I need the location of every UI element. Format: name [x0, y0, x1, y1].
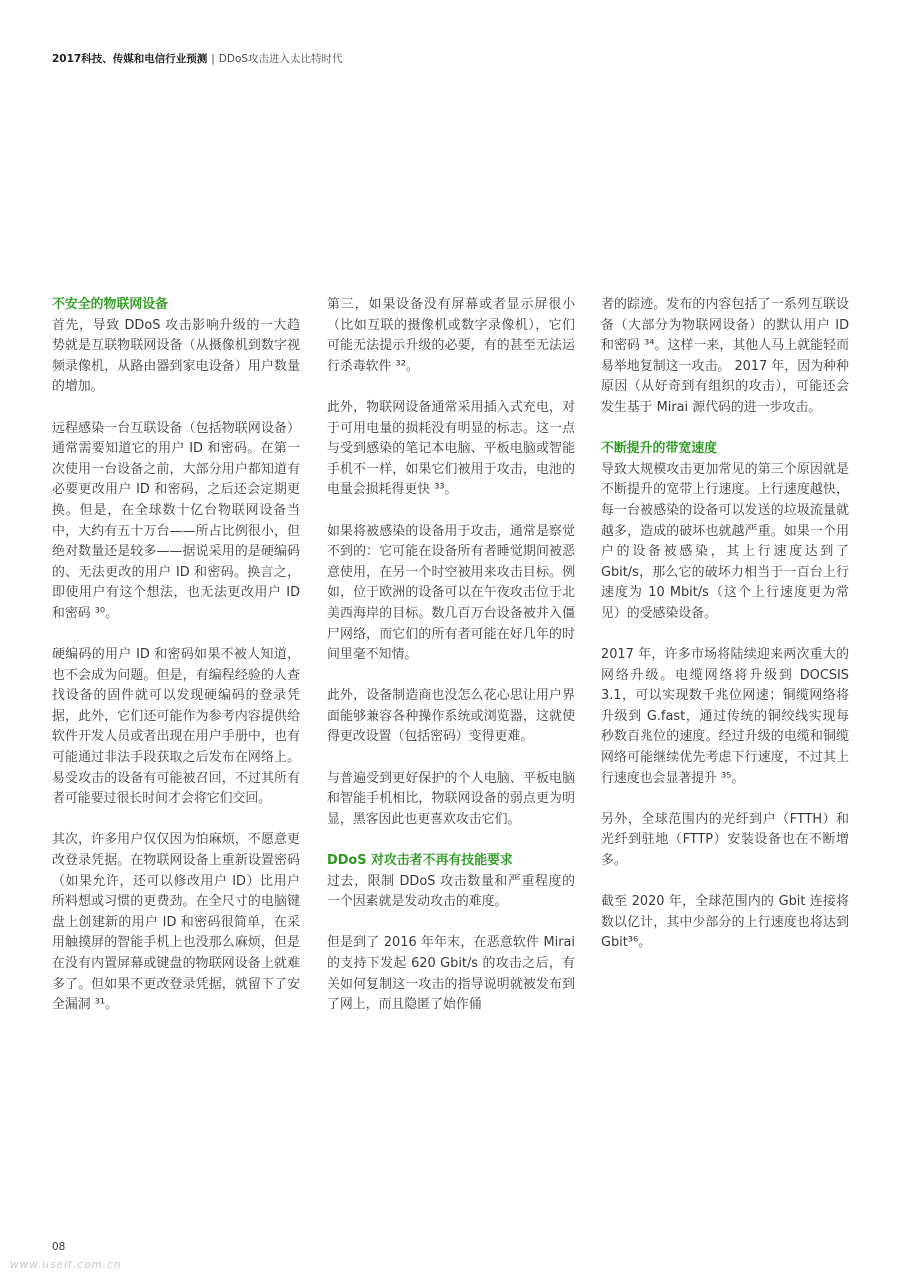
paragraph: 者的踪迹。发布的内容包括了一系列互联设备（大部分为物联网设备）的默认用户 ID 和密码 ³⁴。这样一来，其他人马上就能轻而易举地复制这一攻击。 2017 年，因为种种原因（从好奇到有组织的攻击），可能还会发生基于 Mirai 源代码的进一步攻击。 — [601, 297, 849, 415]
paragraph: 硬编码的用户 ID 和密码如果不被人知道，也不会成为问题。但是，有编程经验的人查找设备的固件就可以发现硬编码的登录凭据，此外，它们还可能作为参考内容提供给软件开发人员或者出现在用户手册中，也有可能通过非法手段获取之后发布在网络上。易受攻击的设备有可能被召回，不过其所有者可能要过很长时间才会将它们交回。 — [52, 647, 300, 807]
header-separator: | — [211, 53, 215, 65]
text-column-3 — [601, 295, 849, 975]
watermark: www.useit.com.cn — [10, 1259, 122, 1271]
section-heading: DDoS 对攻击者不再有技能要求 — [327, 853, 513, 869]
page-number: 08 — [52, 1241, 66, 1253]
paragraph: 其次，许多用户仅仅因为怕麻烦，不愿意更改登录凭据。在物联网设备上重新设置密码（如果允许，还可以修改用户 ID）比用户所料想或习惯的更费劲。在全尺寸的电脑键盘上创建新的用户 ID 和密码很简单，在采用触摸屏的智能手机上也没那么麻烦，但是在没有内置屏幕或键盘的物联网设备上就难多了。但如果不更改登录凭据，就留下了安全漏洞 ³¹。 — [52, 832, 300, 1013]
running-header — [52, 51, 343, 66]
paragraph: 此外，物联网设备通常采用插入式充电，对于可用电量的损耗没有明显的标志。这一点与受到感染的笔记本电脑、平板电脑或智能手机不一样，如果它们被用于攻击，电池的电量会损耗得更快 ³³。 — [327, 399, 575, 498]
paragraph: 导致大规模攻击更加常见的第三个原因就是不断提升的宽带上行速度。上行速度越快，每一台被感染的设备可以发送的垃圾流量就越多，造成的破坏也就越严重。如果一个用户的设备被感染，其上行速度达到了 Gbit/s，那么它的破坏力相当于一百台上行速度为 10 Mbit/s（这个上行速度更为常见）的受感染设备。 — [601, 461, 849, 621]
paragraph: 此外，设备制造商也没怎么花心思让用户界面能够兼容各种操作系统或浏览器，这就使得更改设置（包括密码）变得更难。 — [327, 688, 575, 745]
section-heading: 不安全的物联网设备 — [52, 297, 169, 312]
paragraph: 截至 2020 年，全球范围内的 Gbit 连接将数以亿计，其中少部分的上行速度也将达到 Gbit³⁶。 — [601, 894, 849, 951]
text-column-1 — [52, 295, 300, 1036]
section-heading: 不断提升的带宽速度 — [601, 441, 718, 457]
paragraph: 2017 年，许多市场将陆续迎来两次重大的网络升级。电缆网络将升级到 DOCSIS 3.1，可以实现数千兆位网速；铜缆网络将升级到 G.fast，通过传统的铜绞线实现每秒数百兆位的速度。经过升级的电缆和铜缆网络可能继续优先考虑下行速度，不过其上行速度也会显著提升 ³⁵。 — [601, 647, 849, 786]
paragraph: 另外，全球范围内的光纤到户（FTTH）和光纤到驻地（FTTP）安装设备也在不断增多。 — [601, 811, 849, 869]
text-column-2 — [327, 295, 575, 1036]
paragraph: 与普遍受到更好保护的个人电脑、平板电脑和智能手机相比，物联网设备的弱点更为明显，黑客因此也更喜欢攻击它们。 — [327, 770, 575, 827]
paragraph: 但是到了 2016 年年末，在恶意软件 Mirai 的支持下发起 620 Gbit/s 的攻击之后，有关如何复制这一攻击的指导说明就被发布到了网上，而且隐匿了始作俑 — [327, 935, 575, 1013]
paragraph: 远程感染一台互联设备（包括物联网设备）通常需要知道它的用户 ID 和密码。在第一次使用一台设备之前，大部分用户都知道有必要更改用户 ID 和密码，之后还会定期更换。但是，在全球数十亿台物联网设备当中，大约有五十万台——所占比例很小，但绝对数量还是较多——据说采用的是硬编码的、无法更改的用户 ID 和密码。换言之，即使用户有这个想法，也无法更改用户 ID 和密码 ³⁰。 — [52, 420, 300, 621]
paragraph: 过去，限制 DDoS 攻击数量和严重程度的一个因素就是发动攻击的难度。 — [327, 873, 575, 910]
section-title: DDoS攻击进入太比特时代 — [218, 53, 343, 65]
report-title: 2017科技、传媒和电信行业预测 — [52, 53, 208, 65]
paragraph: 如果将被感染的设备用于攻击，通常是察觉不到的：它可能在设备所有者睡觉期间被恶意使用，在另一个时空被用来攻击目标。例如，位于欧洲的设备可以在午夜攻击位于北美西海岸的目标。数几百万台设备被并入僵尸网络，而它们的所有者可能在好几年的时间里毫不知情。 — [327, 523, 575, 663]
paragraph: 第三，如果设备没有屏幕或者显示屏很小（比如互联的摄像机或数字录像机），它们可能无法提示升级的必要，有的甚至无法运行杀毒软件 ³²。 — [327, 297, 575, 374]
paragraph: 首先，导致 DDoS 攻击影响升级的一大趋势就是互联物联网设备（从摄像机到数字视频录像机，从路由器到家电设备）用户数量的增加。 — [52, 317, 300, 395]
